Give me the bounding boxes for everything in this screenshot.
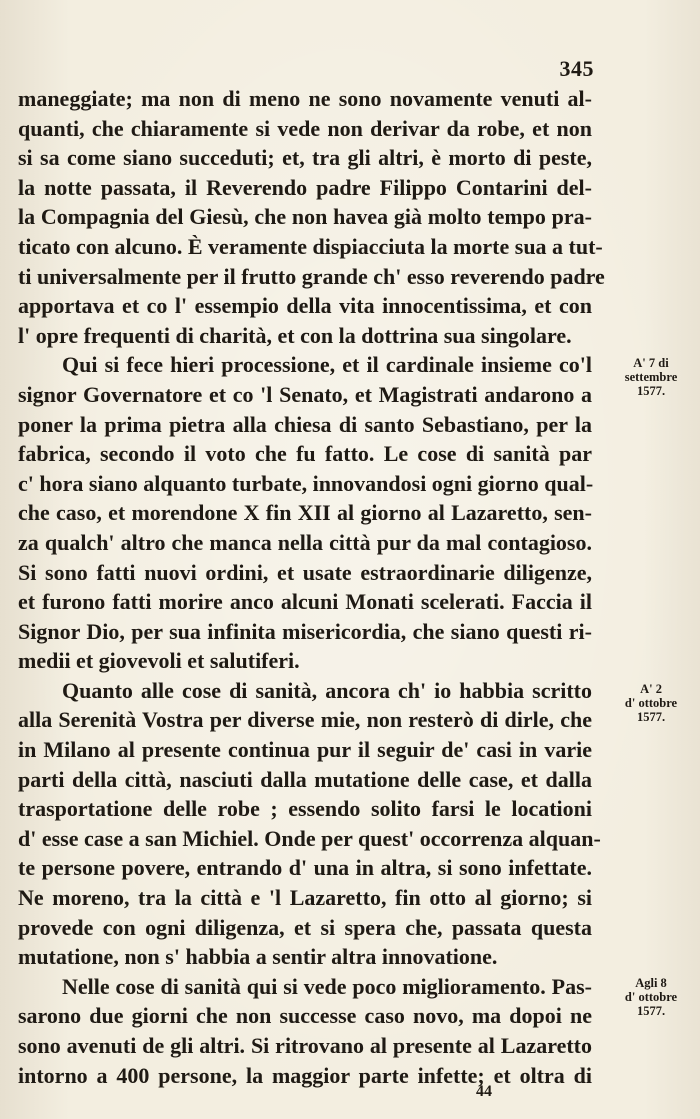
text-line: si sa come siano succeduti; et, tra gli altri, è morto di peste, <box>18 145 592 171</box>
text-line: alla Serenità Vostra per diverse mie, non resterò di dirle, che <box>18 707 592 733</box>
text-line: Signor Dio, per sua infinita misericordia, che siano questi ri- <box>18 618 592 644</box>
paragraph <box>18 972 592 1090</box>
text-line: intorno a 400 persone, la maggior parte infette; et oltra di <box>18 1062 592 1088</box>
text-line: maneggiate; ma non di meno ne sono novamente venuti al- <box>18 86 592 111</box>
body-text <box>18 84 605 1090</box>
text-line: Quanto alle cose di sanità, ancora ch' io habbia scritto <box>62 677 592 703</box>
text-line: sono avenuti de gli altri. Si ritrovano al presente al Lazaretto <box>18 1033 592 1058</box>
text-line: apportava et co l' essempio della vita innocentissima, et con <box>18 293 592 319</box>
text-line: Si sono fatti nuovi ordini, et usate estraordinarie diligenze, <box>18 559 592 585</box>
margin-date-note <box>602 356 700 398</box>
paragraph <box>18 84 605 350</box>
text-line: medii et giovevoli et salutiferi. <box>18 648 300 674</box>
text-line: signor Governatore et co 'l Senato, et Magistrati andarono a <box>18 381 592 407</box>
signature-mark: 44 <box>476 1083 492 1100</box>
text-line: Qui si fece hieri processione, et il cardinale insieme co'l <box>62 352 592 378</box>
text-line: mutatione, non s' habbia a sentir altra innovatione. <box>18 944 498 970</box>
text-line: sarono due giorni che non successe caso novo, ma dopoi ne <box>18 1003 592 1029</box>
margin-note-line: 1577. <box>636 710 666 724</box>
text-line: provede con ogni diligenza, et si spera che, passata questa <box>18 914 592 940</box>
page-number: 345 <box>559 56 594 81</box>
text-line: parti della città, nasciuti dalla mutatione delle case, et dalla <box>18 766 592 792</box>
margin-note-line: settembre <box>624 370 678 384</box>
margin-note-line: d' ottobre <box>624 696 678 710</box>
text-line: fabrica, secondo il voto che fu fatto. Le cose di sanità par <box>18 441 592 467</box>
margin-note-line: d' ottobre <box>624 990 678 1004</box>
text-line: d' esse case a san Michiel. Onde per quest' occorrenza alquan- <box>18 825 601 851</box>
text-line: che caso, et morendone X fin XII al giorno al Lazaretto, sen- <box>18 500 592 526</box>
text-line: trasportatione delle robe ; essendo solito farsi le locationi <box>18 796 592 822</box>
text-line: poner la prima pietra alla chiesa di santo Sebastiano, per la <box>18 411 592 437</box>
margin-note-line: 1577. <box>636 1004 666 1018</box>
text-line: te persone povere, entrando d' una in altra, si sono infettate. <box>18 855 592 881</box>
margin-note-line: 1577. <box>636 384 666 398</box>
text-line: in Milano al presente continua pur il seguir de' casi in varie <box>18 737 592 763</box>
margin-date-note <box>602 682 700 724</box>
text-line: ti universalmente per il frutto grande ch' esso reverendo padre <box>18 263 605 289</box>
text-line: quanti, che chiaramente si vede non derivar da robe, et non <box>18 115 592 141</box>
margin-date-note <box>602 976 700 1018</box>
text-line: Nelle cose di sanità qui si vede poco miglioramento. Pas- <box>62 973 592 999</box>
text-line: l' opre frequenti di charità, et con la dottrina sua singolare. <box>18 322 572 348</box>
text-line: Ne moreno, tra la città e 'l Lazaretto, fin otto al giorno; si <box>18 885 592 911</box>
text-line: et furono fatti morire anco alcuni Monati scelerati. Faccia il <box>18 589 592 615</box>
text-line: za qualch' altro che manca nella città pur da mal contagioso. <box>18 529 592 555</box>
text-line: c' hora siano alquanto turbate, innovandosi ogni giorno qual- <box>18 470 594 496</box>
text-line: la notte passata, il Reverendo padre Filippo Contarini del- <box>18 174 592 200</box>
paragraph <box>18 350 592 676</box>
paragraph <box>18 676 601 972</box>
text-line: la Compagnia del Giesù, che non havea già molto tempo pra- <box>18 204 592 230</box>
margin-note-line: A' 7 di <box>633 356 669 370</box>
text-line: ticato con alcuno. È veramente dispiacciuta la morte sua a tut- <box>18 233 603 259</box>
margin-note-line: A' 2 <box>640 682 662 696</box>
margin-note-line: Agli 8 <box>635 976 667 990</box>
